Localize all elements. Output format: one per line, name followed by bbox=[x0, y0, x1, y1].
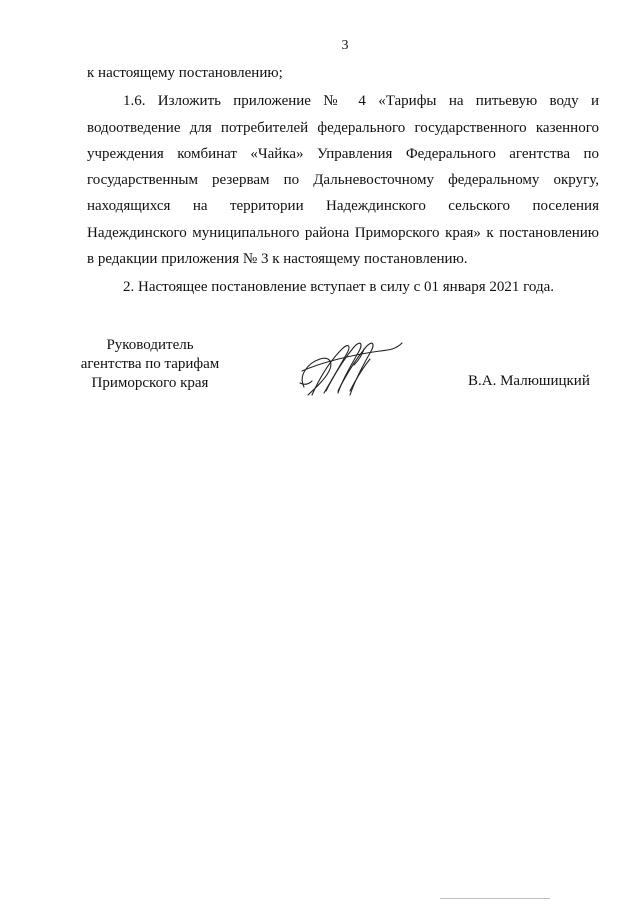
handwritten-signature bbox=[290, 325, 420, 415]
document-body bbox=[87, 60, 599, 301]
footer-rule bbox=[440, 898, 550, 899]
signer-name: В.А. Малюшицкий bbox=[468, 373, 590, 389]
paragraph-item-2: 2. Настоящее постановление вступает в силу с 01 января 2021 года. bbox=[123, 279, 555, 296]
paragraph-item-1-6: 1.6. Изложить приложение № 4 «Тарифы на питьевую воду и водоотведение для потребителей федерального государственного казенного учреждения комбинат «Чайка» Управления Федерального агентства по государственным резервам по Дальневосточному федеральному округу, находящихся на территории Надеждинского сельского поселения Надеждинского муниципального района Приморского края» к постановлению в редакции приложения № 3 к настоящему постановлению. bbox=[87, 93, 599, 268]
signer-title-line-2: агентства по тарифам bbox=[80, 356, 220, 372]
signer-title bbox=[70, 336, 230, 393]
signer-title-line-3: Приморского края bbox=[91, 375, 209, 391]
paragraph-continuation: к настоящему постановлению; bbox=[87, 65, 283, 81]
signer-title-line-1: Руководитель bbox=[106, 337, 194, 353]
page-number: 3 bbox=[341, 38, 349, 53]
